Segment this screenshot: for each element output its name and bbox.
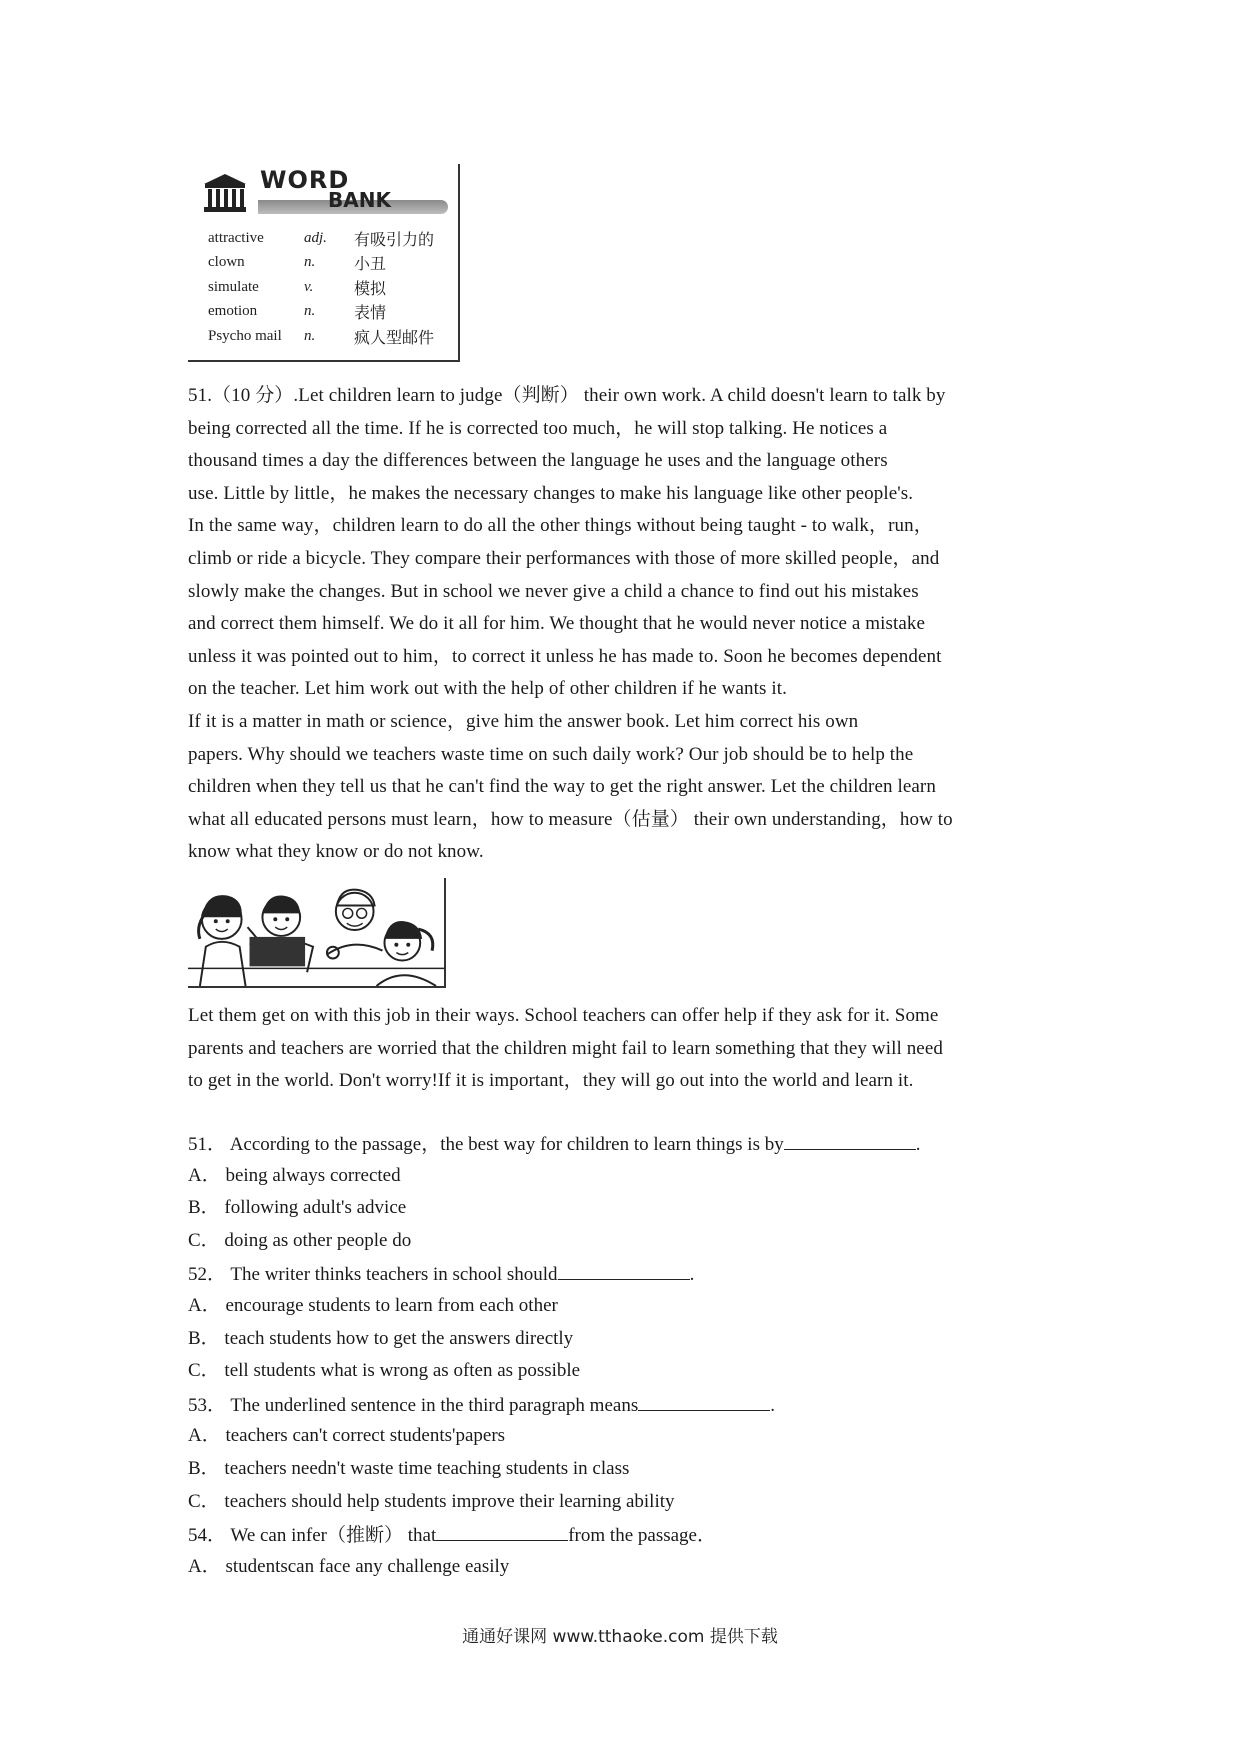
passage-line: Let them get on with this job in their ways. School teachers can offer help if they ask for it. Some: [188, 1005, 939, 1026]
question-text: 53． The underlined sentence in the third paragraph means: [188, 1394, 639, 1416]
word-bank-meaning: 小丑: [354, 254, 387, 274]
question-text-end: .: [689, 1264, 695, 1286]
word-bank-pos: adj.: [304, 229, 327, 246]
temple-icon: [202, 172, 248, 214]
word-bank-pos: n.: [304, 254, 316, 271]
passage-line: unless it was pointed out to him，to correct it unless he has made to. Soon he becomes dependent: [188, 645, 942, 667]
word-bank-row: [208, 275, 440, 300]
question-stem: [188, 1127, 1058, 1160]
answer-option[interactable]: A． encourage students to learn from each other: [188, 1294, 558, 1316]
passage-line: know what they know or do not know.: [188, 841, 484, 863]
passage-line: to get in the world. Don't worry!If it is important，they will go out into the world and learn it.: [188, 1070, 914, 1092]
answer-option[interactable]: C． doing as other people do: [188, 1229, 412, 1251]
answer-blank[interactable]: [558, 1257, 690, 1280]
passage-line: 51.（10 分）.Let children learn to judge（判断） their own work. A child doesn't learn to talk by: [188, 385, 946, 406]
word-bank-word: simulate: [208, 278, 259, 295]
passage-line: slowly make the changes. But in school we never give a child a chance to find out his mistakes: [188, 580, 919, 602]
passage-line: thousand times a day the differences between the language he uses and the language others: [188, 450, 888, 472]
answer-option[interactable]: C． tell students what is wrong as often as possible: [188, 1360, 581, 1382]
word-bank-pos: n.: [304, 303, 316, 320]
word-bank-word: attractive: [208, 229, 264, 246]
passage-paragraph-4: [188, 1000, 1058, 1098]
question-text: 54． We can infer（推断） that: [188, 1525, 437, 1547]
answer-option[interactable]: B． following adult's advice: [188, 1197, 407, 1219]
passage-paragraph-3: [188, 706, 1058, 869]
question-stem: [188, 1518, 1058, 1551]
passage-paragraph-1: [188, 380, 1058, 510]
answer-option[interactable]: B． teachers needn't waste time teaching students in class: [188, 1457, 630, 1479]
passage-line: If it is a matter in math or science，give him the answer book. Let him correct his own: [188, 710, 859, 732]
word-bank-row: [208, 300, 440, 325]
word-bank-meaning: 疯人型邮件: [354, 327, 435, 347]
word-bank-pos: n.: [304, 327, 316, 344]
word-bank-meaning: 有吸引力的: [354, 229, 435, 249]
question-text-end: .: [770, 1394, 775, 1416]
passage-line: In the same way，children learn to do all the other things without being taught - to walk，run，: [188, 515, 933, 537]
passage-line: children when they tell us that he can't find the way to get the right answer. Let the children learn: [188, 776, 936, 798]
question-text-end: from the passage．: [568, 1525, 716, 1547]
answer-blank[interactable]: [638, 1388, 770, 1411]
word-bank-meaning: 模拟: [354, 278, 387, 298]
question-text: 52． The writer thinks teachers in school should: [188, 1264, 558, 1286]
passage-line: what all educated persons must learn，how to measure（估量） their own understanding，how to: [188, 808, 953, 830]
question-list: [188, 1127, 1058, 1583]
word-bank-row: [208, 226, 440, 251]
question-stem: [188, 1388, 1058, 1421]
word-bank-row: [208, 324, 440, 349]
word-bank-title-bank: BANK: [328, 188, 391, 212]
word-bank-row: [208, 251, 440, 276]
passage-paragraph-2: [188, 510, 1058, 706]
passage-line: climb or ride a bicycle. They compare their performances with those of more skilled people，and: [188, 547, 940, 569]
passage-line: use. Little by little，he makes the necessary changes to make his language like other people's.: [188, 482, 914, 504]
question-stem: [188, 1257, 1058, 1290]
answer-option[interactable]: C． teachers should help students improve their learning ability: [188, 1490, 675, 1512]
answer-blank[interactable]: [436, 1518, 568, 1541]
passage-line: on the teacher. Let him work out with the help of other children if he wants it.: [188, 678, 787, 700]
passage-line: parents and teachers are worried that the children might fail to learn something that they will need: [188, 1037, 943, 1059]
word-bank-meaning: 表情: [354, 303, 387, 323]
word-bank-list: [208, 226, 440, 349]
answer-blank[interactable]: [784, 1127, 916, 1150]
answer-option[interactable]: A． teachers can't correct students'papers: [188, 1425, 506, 1447]
passage-line: being corrected all the time. If he is corrected too much，he will stop talking. He notices a: [188, 417, 888, 439]
word-bank-pos: v.: [304, 278, 314, 295]
page-footer: 通通好课网 www.tthaoke.com 提供下载: [462, 1627, 778, 1647]
question-text-end: .: [915, 1134, 921, 1155]
children-illustration: [188, 878, 446, 988]
passage-body: [188, 380, 1058, 869]
answer-option[interactable]: A． being always corrected: [188, 1164, 401, 1186]
passage-line: papers. Why should we teachers waste time on such daily work? Our job should be to help the: [188, 743, 914, 765]
answer-option[interactable]: A． studentscan face any challenge easily: [188, 1555, 510, 1577]
question-text: 51． According to the passage，the best way for children to learn things is by: [188, 1134, 784, 1155]
word-bank-title-word: WORD: [260, 166, 350, 194]
passage-body-continued: [188, 1000, 1058, 1098]
word-bank-word: clown: [208, 254, 245, 271]
word-bank-box: [188, 164, 460, 362]
word-bank-word: Psycho mail: [208, 327, 282, 344]
word-bank-word: emotion: [208, 303, 258, 320]
answer-option[interactable]: B． teach students how to get the answers directly: [188, 1327, 574, 1349]
passage-line: and correct them himself. We do it all for him. We thought that he would never notice a mistake: [188, 613, 926, 635]
